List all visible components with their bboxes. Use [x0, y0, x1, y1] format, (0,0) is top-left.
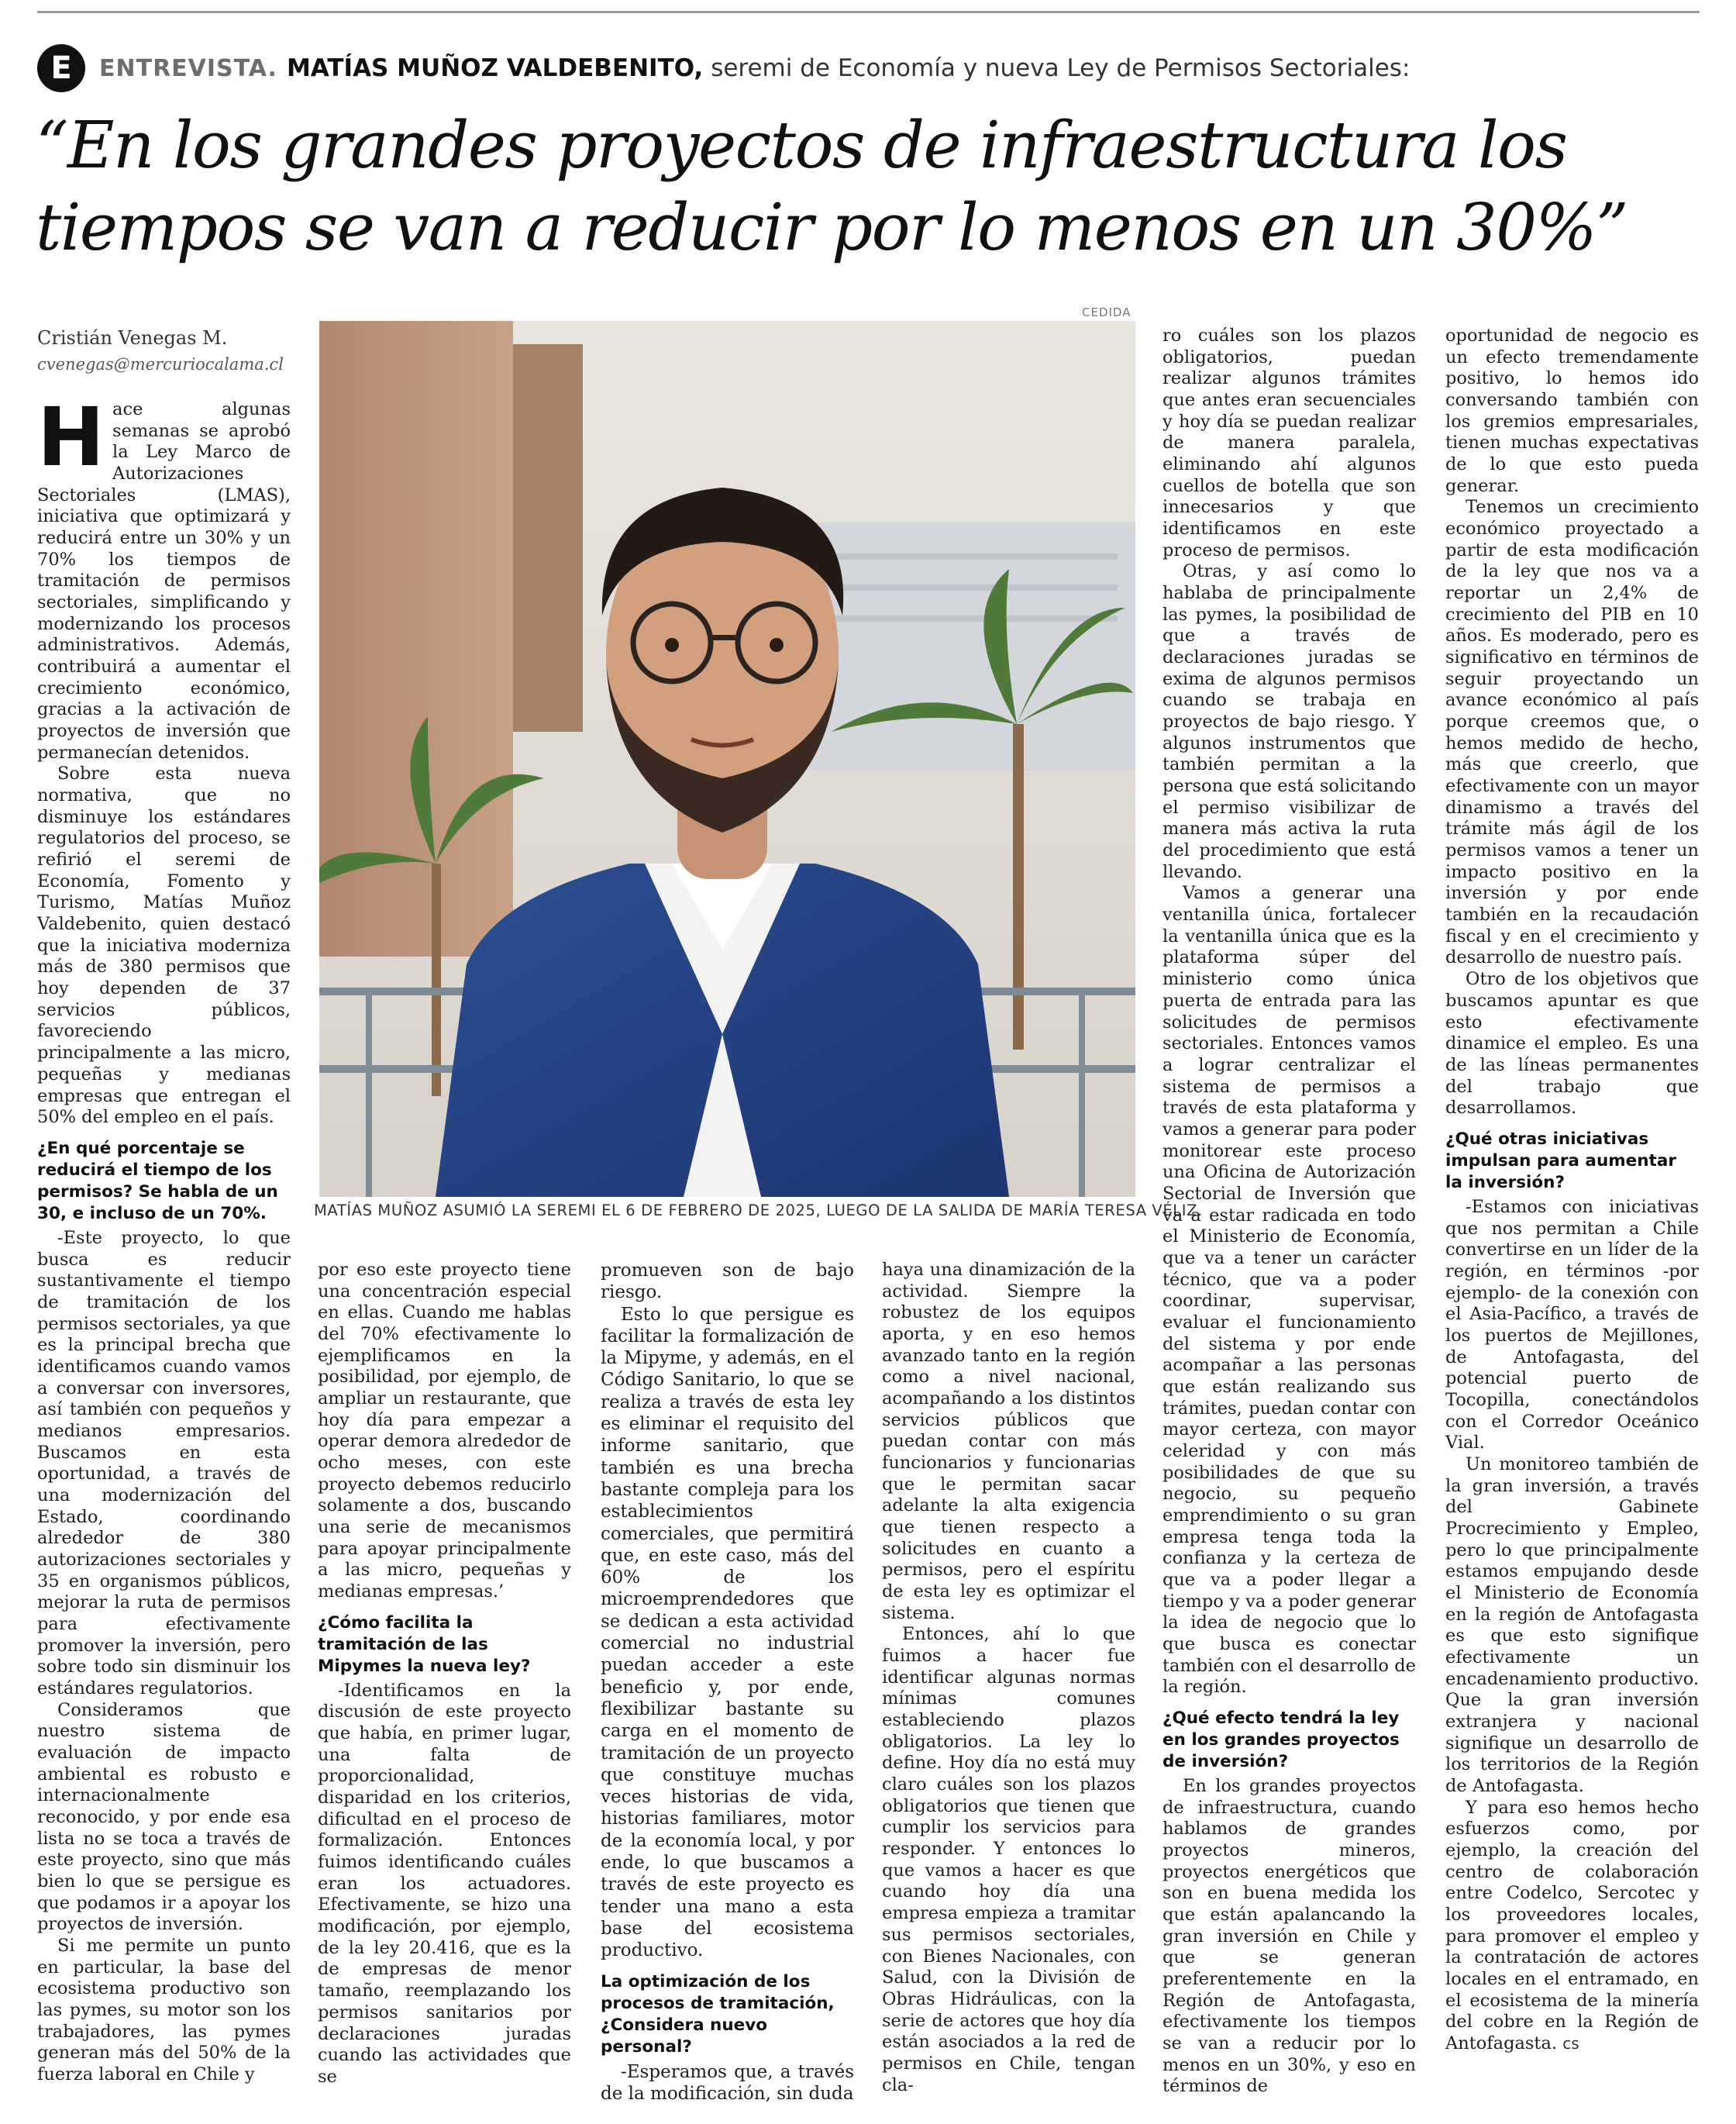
portrait-photo [319, 321, 1135, 1197]
question: ¿En qué porcentaje se reducirá el tiempo de los permisos? Se habla de un 30, e incluso de un 70%. [37, 1138, 278, 1223]
paragraph: -Identificamos en la discusión de este proyecto que había, en primer lugar, una falta de proporcionalidad, disparidad en los criterios, dificultad en el proceso de formalización. Entonces fuimos identificando cuáles eran los actuadores. Efectivamente, se hizo una modificación, por ejemplo, de la ley 20.416, que es la de empresas de menor tamaño, reemplazando los permisos sanitarios por declaraciones juradas cuando las actividades que se [318, 1680, 571, 2087]
section-badge-icon: E [37, 44, 85, 92]
paragraph: Consideramos que nuestro sistema de evaluación de impacto ambiental es robusto e internacionalmente reconocido, y por ende esa lista no se toca a través de este proyecto, sino que más bien lo que se persigue es que podamos ir a apoyar los proyectos de inversión. [37, 1699, 291, 1935]
end-mark-icon: cs [1562, 2034, 1579, 2053]
kicker [37, 43, 1410, 94]
headline-line-2: tiempos se van a reducir por lo menos en un 30%” [36, 190, 1628, 265]
article-column-2 [318, 1260, 571, 2088]
paragraph: Y para eso hemos hecho esfuerzos como, por ejemplo, la creación del centro de colaboración entre Codelco, Sercotec y los proveedores locales, para promover el empleo y la contratación de actores locales en el entramado, en el ecosistema de la minería del cobre en la Región de Antofagasta. cs [1445, 1797, 1699, 2054]
headline [36, 105, 1702, 269]
paragraph: ro cuáles son los plazos obligatorios, puedan realizar algunos trámites que antes eran secuenciales y hoy día se puedan realizar de manera paralela, eliminando ahí algunos cuellos de botella que son innecesarios y que identificamos en este proceso de permisos. [1162, 326, 1416, 560]
paragraph: Sobre esta nueva normativa, que no disminuye los estándares regulatorios del proceso, se refirió el seremi de Economía, Fomento y Turismo, Matías Muñoz Valdebenito, quien destacó que la iniciativa moderniza más de 380 permisos que hoy dependen de 37 servicios públicos, favoreciendo principalmente a las micro, pequeñas y medianas empresas que entregan el 50% del empleo en el país. [37, 764, 291, 1128]
paragraph: Un monitoreo también de la gran inversión, a través del Gabinete Procrecimiento y Empleo, pero lo que principalmente estamos empujando desde el Ministerio de Economía en la región de Antofagasta es que esto signifique efectivamente un encadenamiento productivo. Que la gran inversión extranjera y nacional signifique un desarrollo de los territorios de la Región de Antofagasta. [1445, 1453, 1699, 1796]
question: ¿Cómo facilita la tramitación de las Mipymes la nueva ley? [318, 1612, 531, 1676]
article-column-3 [601, 1260, 854, 2105]
interviewee-name: MATÍAS MUÑOZ VALDEBENITO, [286, 54, 704, 82]
paragraph: En los grandes proyectos de infraestructura, cuando hablamos de grandes proyectos mineros, proyectos energéticos que son en buena medida los que están apalancando la gran inversión en Chile y que se generan preferentemente en la Región de Antofagasta, efectivamente los tiempos se van a reducir por lo menos en un 30%, y eso en términos de [1162, 1776, 1416, 2097]
article-column-4 [882, 1260, 1135, 2096]
article-column-1 [37, 390, 291, 2086]
paragraph: -Estamos con iniciativas que nos permitan a Chile convertirse en un líder de la región, en términos -por ejemplo- de la conexión con el Asia-Pacífico, a través de los puertos de Mejillones, de Antofagasta, del potencial puerto de Tocopilla, conectándolos con el Corredor Oceánico Vial. [1445, 1196, 1699, 1453]
question: ¿Qué efecto tendrá la ley en los grandes proyectos de inversión? [1162, 1709, 1400, 1771]
paragraph: Esto lo que persigue es facilitar la formalización de la Mipyme, y además, en el Código Sanitario, lo que se realiza a través de esta ley es eliminar el requisito del informe sanitario, que también es una brecha bastante compleja para los establecimientos comerciales, que permitirá que, en este caso, más del 60% de los microemprendedores que se dedican a esta actividad comercial no industrial puedan acceder a este beneficio y, por ende, flexibilizar bastante su carga en el momento de tramitación de un proyecto que constituye muchas veces historias de vida, historias familiares, motor de la economía local, y por ende, lo que buscamos a través de este proyecto es tender una mano a esta base del ecosistema productivo. [601, 1304, 854, 1961]
question: ¿Qué otras iniciativas impulsan para aumentar la inversión? [1445, 1129, 1676, 1192]
paragraph: Otras, y así como lo hablaba de principalmente las pymes, la posibilidad de que a través de declaraciones juradas se exima de algunos permisos cuando se trabaja en proyectos de bajo riesgo. Y algunos instrumentos que también permitan a la persona que está solicitando el permiso visibilizar de manera más activa la ruta del procedimiento que está llevando. [1162, 561, 1416, 882]
paragraph: Otro de los objetivos que buscamos apuntar es que esto efectivamente dinamice el empleo. Es una de las líneas permanentes del trabajo que desarrollamos. [1445, 969, 1699, 1119]
paragraph: -Esperamos que, a través de la modificación, sin duda [601, 2061, 854, 2104]
paragraph: haya una dinamización de la actividad. Siempre la robustez de los equipos aporta, y en eso hemos avanzado tanto en la región como a nivel nacional, acompañando a los distintos servicios públicos que puedan contar con más funcionarios y funcionarias que le permitan sacar adelante la alta exigencia que tienen respecto a solicitudes en cuanto a permisos, pero el espíritu de esta ley es optimizar el sistema. [882, 1260, 1135, 1623]
paragraph: promueven son de bajo riesgo. [601, 1260, 854, 1303]
drop-cap: H [37, 390, 105, 484]
photo-caption: MATÍAS MUÑOZ ASUMIÓ LA SEREMI EL 6 DE FEBRERO DE 2025, LUEGO DE LA SALIDA DE MARÍA TERESA VÉLIZ. [314, 1202, 1203, 1219]
paragraph: por eso este proyecto tiene una concentración especial en ellas. Cuando me hablas del 70% efectivamente lo ejemplificamos en la posibilidad, por ejemplo, de ampliar un restaurante, que hoy día para empezar a operar demora alrededor de ocho meses, con este proyecto debemos reducirlo solamente a dos, buscando una serie de mecanismos para apoyar principalmente a las micro, pequeñas y medianas empresas.’ [318, 1260, 571, 1602]
question: La optimización de los procesos de tramitación, ¿Considera nuevo personal? [601, 1971, 835, 2057]
byline-email: cvenegas@mercuriocalama.cl [37, 355, 284, 374]
paragraph: Vamos a generar una ventanilla única, fortalecer la ventanilla única que es la plataforma súper del ministerio como única puerta de entrada para las solicitudes de permisos sectoriales. Entonces vamos a lograr centralizar el sistema de permisos a través de esta plataforma y vamos a generar para poder monitorear este proceso una Oficina de Autorización Sectorial de Inversión que va a estar radicada en todo el Ministerio de Economía, que va a tener un carácter técnico, que va a poder coordinar, supervisar, evaluar el funcionamiento del sistema y por ende acompañar a las personas que están realizando sus trámites, puedan contar con mayor certeza, con mayor celeridad y con más posibilidades de que su negocio, su pequeño emprendimiento o su gran empresa tenga toda la confianza y la certeza de que va a poder llegar a tiempo y va a poder generar la idea de negocio que lo que busca es conectar también con el desarrollo de la región. [1162, 883, 1416, 1698]
paragraph: -Este proyecto, lo que busca es reducir sustantivamente el tiempo de tramitación de los permisos sectoriales, ya que es la principal brecha que identificamos cuando vamos a conversar con inversores, así también con pequeños y medianos empresarios. Buscamos en esta oportunidad, a través de una modernización del Estado, coordinando alrededor de 380 autorizaciones sectoriales y 35 en organismos públicos, mejorar la ruta de permisos para efectivamente promover la inversión, pero sobre todo sin disminuir los estándares regulatorios. [37, 1227, 291, 1698]
paragraph: Tenemos un crecimiento económico proyectado a partir de esta modificación de la ley que nos va a reportar un 2,4% de crecimiento del PIB en 10 años. Es moderado, pero es significativo en términos de seguir proyectando un avance económico al país porque creemos que, o hemos medido de hecho, más que creerlo, que efectivamente con un mayor dinamismo a través del trámite más ágil de los permisos vamos a tener un impacto positivo en la inversión y por ende también en la recaudación fiscal y en el crecimiento y desarrollo de nuestro país. [1445, 497, 1699, 968]
paragraph: Entonces, ahí lo que fuimos a hacer fue identificar algunas normas mínimas comunes estableciendo plazos obligatorios. La ley lo define. Hoy día no está muy claro cuáles son los plazos obligatorios que tienen que cumplir los servicios para responder. Y entonces lo que vamos a hacer es que cuando hoy día una empresa empieza a tramitar sus permisos sectoriales, con Bienes Nacionales, con Salud, con la División de Obras Hidráulicas, con la serie de actores que hoy día están asociados a la red de permisos en Chile, tengan cla- [882, 1624, 1135, 2095]
article-column-6 [1445, 326, 1699, 2055]
paragraph: oportunidad de negocio es un efecto tremendamente positivo, lo hemos ido conversando también con los gremios empresariales, tienen muchas expectativas de lo que esto pueda generar. [1445, 326, 1699, 496]
portrait-illustration [319, 321, 1135, 1197]
interviewee-role: seremi de Economía y nueva Ley de Permisos Sectoriales: [711, 54, 1410, 82]
photo-credit: CEDIDA [1082, 305, 1132, 319]
paragraph: Hace algunas semanas se aprobó la Ley Marco de Autorizaciones Sectoriales (LMAS), iniciativa que optimizará y reducirá entre un 30% y un 70% los tiempos de tramitación de permisos sectoriales, simplificando y modernizando los procesos administrativos. Además, contribuirá a aumentar el crecimiento económico, gracias a la activación de proyectos de inversión que permanecían detenidos. [37, 390, 291, 763]
byline-author: Cristián Venegas M. [37, 327, 228, 349]
article-column-5 [1162, 326, 1416, 2098]
paragraph: Si me permite un punto en particular, la base del ecosistema productivo son las pymes, su motor son los trabajadores, las pymes generan más del 50% de la fuerza laboral en Chile y [37, 1936, 291, 2085]
headline-line-1: “En los grandes proyectos de infraestructura los [36, 108, 1567, 183]
top-rule [37, 11, 1700, 13]
section-label: ENTREVISTA. [99, 54, 277, 82]
